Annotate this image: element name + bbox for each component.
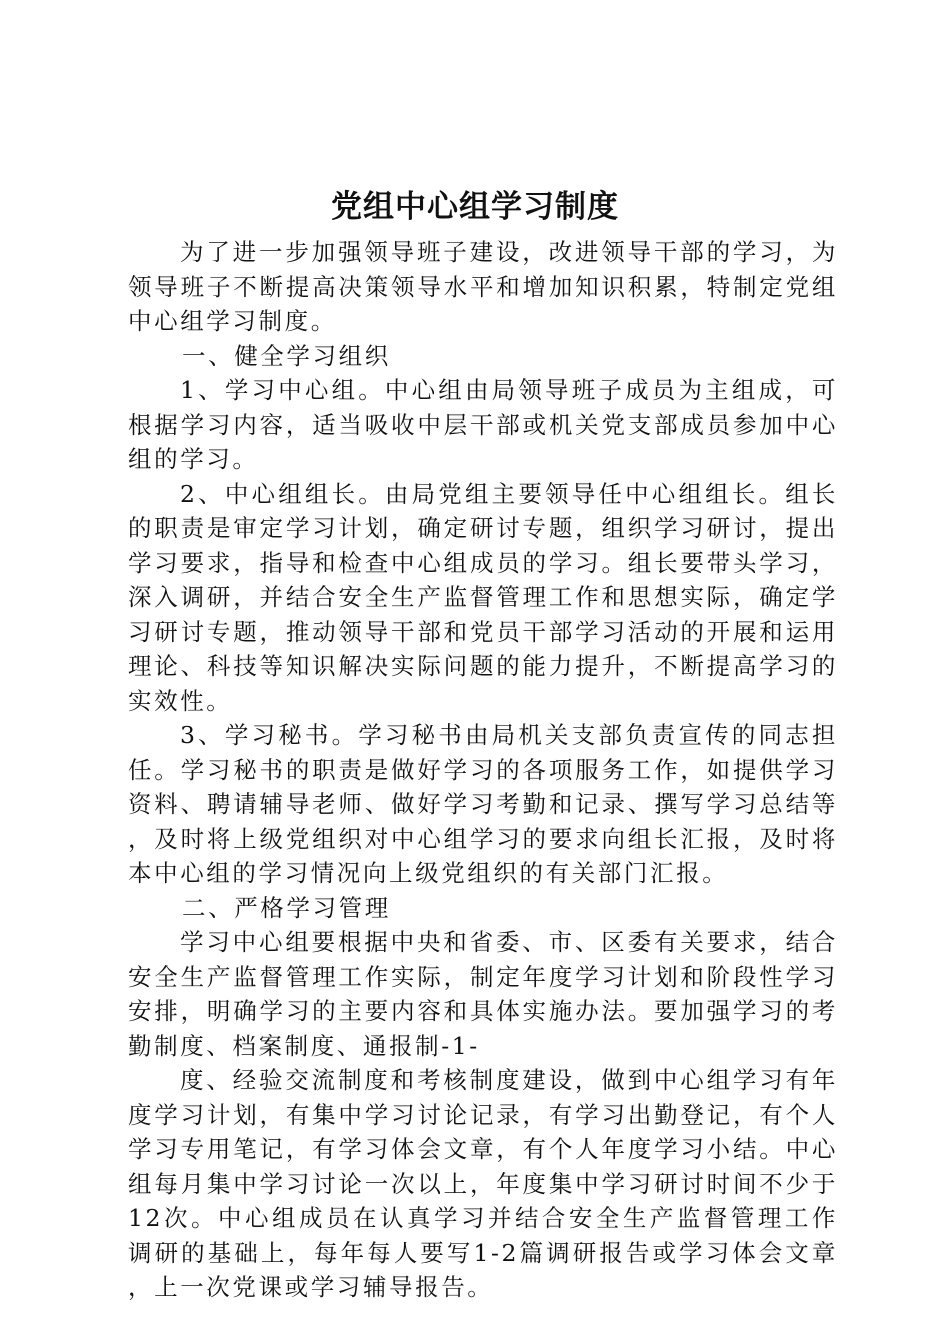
intro-paragraph: 为了进一步加强领导班子建设，改进领导干部的学习，为领导班子不断提高决策领导水平和增加知识积累，特制定党组中心组学习制度。 (128, 238, 838, 335)
document-body (128, 235, 838, 1305)
section-heading-management: 二、严格学习管理 (182, 893, 391, 922)
management-paragraph: 学习中心组要根据中央和省委、市、区委有关要求，结合安全生产监督管理工作实际，制定年度学习计划和阶段性学习安排，明确学习的主要内容和具体实施办法。要加强学习的考勤制度、档案制度、通报制-1- (128, 928, 838, 1060)
item-group-leader-paragraph: 2、中心组组长。由局党组主要领导任中心组组长。组长的职责是审定学习计划，确定研讨专题，组织学习研讨，提出学习要求，指导和检查中心组成员的学习。组长要带头学习，深入调研，并结合安全生产监督管理工作和思想实际，确定学习研讨专题，推动领导干部和党员干部学习活动的开展和运用理论、科技等知识解决实际问题的能力提升，不断提高学习的实效性。 (128, 479, 838, 715)
item-study-secretary-paragraph: 3、学习秘书。学习秘书由局机关支部负责宣传的同志担任。学习秘书的职责是做好学习的各项服务工作，如提供学习资料、聘请辅导老师、做好学习考勤和记录、撰写学习总结等，及时将上级党组织对中心组学习的要求向组长汇报，及时将本中心组的学习情况向上级党组织的有关部门汇报。 (128, 721, 838, 887)
section-heading-organization: 一、健全学习组织 (182, 341, 391, 370)
item-study-group-paragraph: 1、学习中心组。中心组由局领导班子成员为主组成，可根据学习内容，适当吸收中层干部或机关党支部成员参加中心组的学习。 (128, 376, 838, 473)
management-continued-paragraph: 度、经验交流制度和考核制度建设，做到中心组学习有年度学习计划，有集中学习讨论记录，有学习出勤登记，有个人学习专用笔记，有学习体会文章，有个人年度学习小结。中心组每月集中学习讨论一次以上，年度集中学习研讨时间不少于12次。中心组成员在认真学习并结合安全生产监督管理工作调研的基础上，每年每人要写1-2篇调研报告或学习体会文章，上一次党课或学习辅导报告。 (128, 1066, 838, 1301)
document-title: 党组中心组学习制度 (331, 189, 619, 225)
